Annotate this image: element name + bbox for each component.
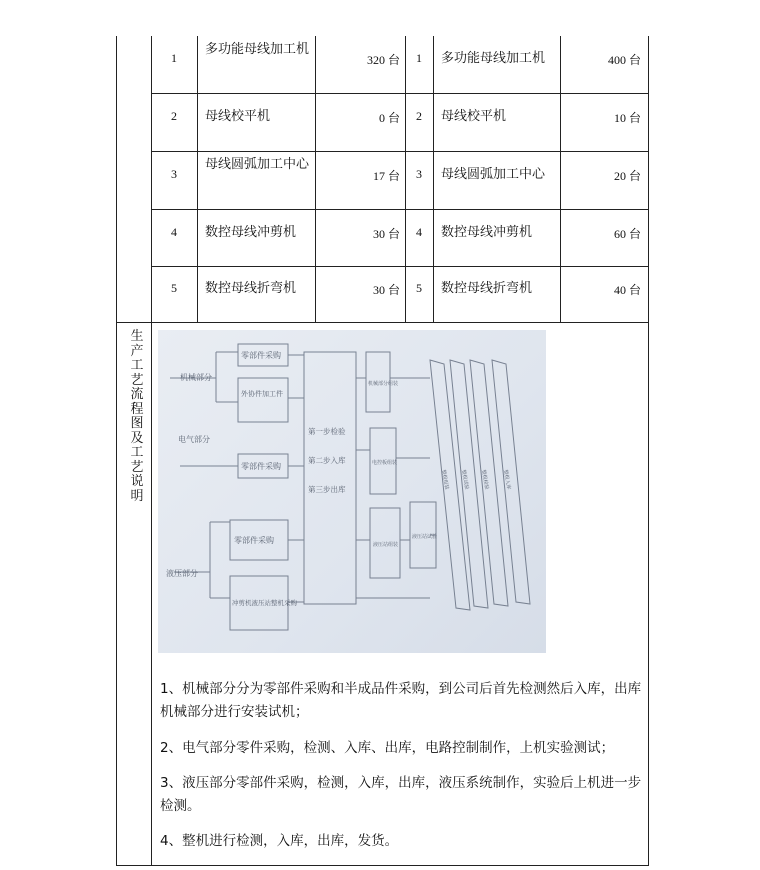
process-note-1: 1、机械部分分为零部件采购和半成品件采购，到公司后首先检测然后入库，出库机械部分进行安装试机； xyxy=(160,681,642,720)
diagram-box-mech-outsource: 外协件加工件 xyxy=(241,390,283,398)
col-divider xyxy=(315,36,316,322)
row-number-b: 5 xyxy=(416,281,422,295)
label-column-divider xyxy=(151,36,152,866)
diagram-box-mech-parts: 零部件采购 xyxy=(241,351,281,360)
col-divider xyxy=(197,36,198,322)
row-number-b: 4 xyxy=(416,225,422,239)
diagram-box-mech-assembly: 机械部分组装 xyxy=(368,381,399,387)
equipment-qty-a: 320 台 xyxy=(366,53,400,67)
row-number-b: 2 xyxy=(416,109,422,123)
equipment-name-a: 母线校平机 xyxy=(205,109,271,124)
diagram-final-check: 整机检验 xyxy=(480,469,490,491)
diagram-check-2: 第二步入库 xyxy=(308,456,346,465)
equipment-name-b: 母线校平机 xyxy=(441,109,507,124)
table-bottom-border xyxy=(116,865,649,866)
row-number-a: 1 xyxy=(171,51,177,65)
diagram-box-hyd-machine: 冲剪机液压站整机采购 xyxy=(232,599,297,607)
equipment-name-a: 多功能母线加工机 xyxy=(205,42,310,57)
diagram-check-1: 第一步检验 xyxy=(308,427,346,436)
process-note-4: 4、整机进行检测，入库，出库，发货。 xyxy=(160,833,399,849)
table-left-border xyxy=(116,36,117,866)
diagram-final-assembly: 整机组装 xyxy=(440,469,450,491)
row-number-a: 5 xyxy=(171,281,177,295)
col-divider xyxy=(433,36,434,322)
equipment-qty-b: 400 台 xyxy=(607,53,641,67)
diagram-final-store: 整机入库 xyxy=(502,469,512,491)
diagram-label-hyd: 液压部分 xyxy=(166,569,198,578)
equipment-qty-b: 20 台 xyxy=(613,169,641,183)
row-number-b: 1 xyxy=(416,51,422,65)
diagram-label-elec: 电气部分 xyxy=(178,435,210,444)
equipment-name-a: 母线圆弧加工中心 xyxy=(205,157,310,172)
equipment-name-b: 母线圆弧加工中心 xyxy=(441,167,546,182)
diagram-check-3: 第三步出库 xyxy=(308,485,346,494)
row-divider xyxy=(151,266,649,267)
diagram-box-elec-board: 电控板组装 xyxy=(372,460,398,466)
row-number-a: 2 xyxy=(171,109,177,123)
row-divider xyxy=(151,93,649,94)
equipment-qty-a: 30 台 xyxy=(372,227,400,241)
process-note-3: 3、液压部分零部件采购，检测，入库，出库，液压系统制作，实验后上机进一步检测。 xyxy=(160,775,642,814)
diagram-box-hyd-test: 液压站试验 xyxy=(412,534,438,540)
equipment-qty-a: 30 台 xyxy=(372,283,400,297)
equipment-name-b: 多功能母线加工机 xyxy=(441,51,546,66)
row-number-a: 3 xyxy=(171,167,177,181)
row-number-b: 3 xyxy=(416,167,422,181)
diagram-box-hyd-parts: 零部件采购 xyxy=(234,536,274,545)
equipment-qty-b: 60 台 xyxy=(613,227,641,241)
diagram-box-elec-parts: 零部件采购 xyxy=(241,462,281,471)
equipment-name-a: 数控母线折弯机 xyxy=(205,281,297,296)
equipment-name-a: 数控母线冲剪机 xyxy=(205,225,297,240)
equipment-name-b: 数控母线折弯机 xyxy=(441,281,533,296)
section-label: 生产工艺流程图及工艺说明 xyxy=(130,329,144,504)
equipment-qty-a: 0 台 xyxy=(378,111,400,125)
diagram-label-mech: 机械部分 xyxy=(180,373,212,382)
row-divider xyxy=(151,209,649,210)
row-divider xyxy=(151,151,649,152)
table-right-border xyxy=(648,36,649,866)
diagram-final-trial: 整机试验 xyxy=(460,469,470,491)
row-divider xyxy=(116,322,649,323)
process-flow-diagram xyxy=(158,330,546,653)
col-divider xyxy=(405,36,406,322)
equipment-qty-b: 10 台 xyxy=(613,111,641,125)
row-number-a: 4 xyxy=(171,225,177,239)
col-divider xyxy=(560,36,561,322)
diagram-box-hyd-station: 液压站组装 xyxy=(373,542,399,548)
equipment-qty-b: 40 台 xyxy=(613,283,641,297)
equipment-qty-a: 17 台 xyxy=(372,169,400,183)
equipment-name-b: 数控母线冲剪机 xyxy=(441,225,533,240)
process-note-2: 2、电气部分零件采购，检测、入库、出库，电路控制制作，上机实验测试； xyxy=(160,740,615,756)
